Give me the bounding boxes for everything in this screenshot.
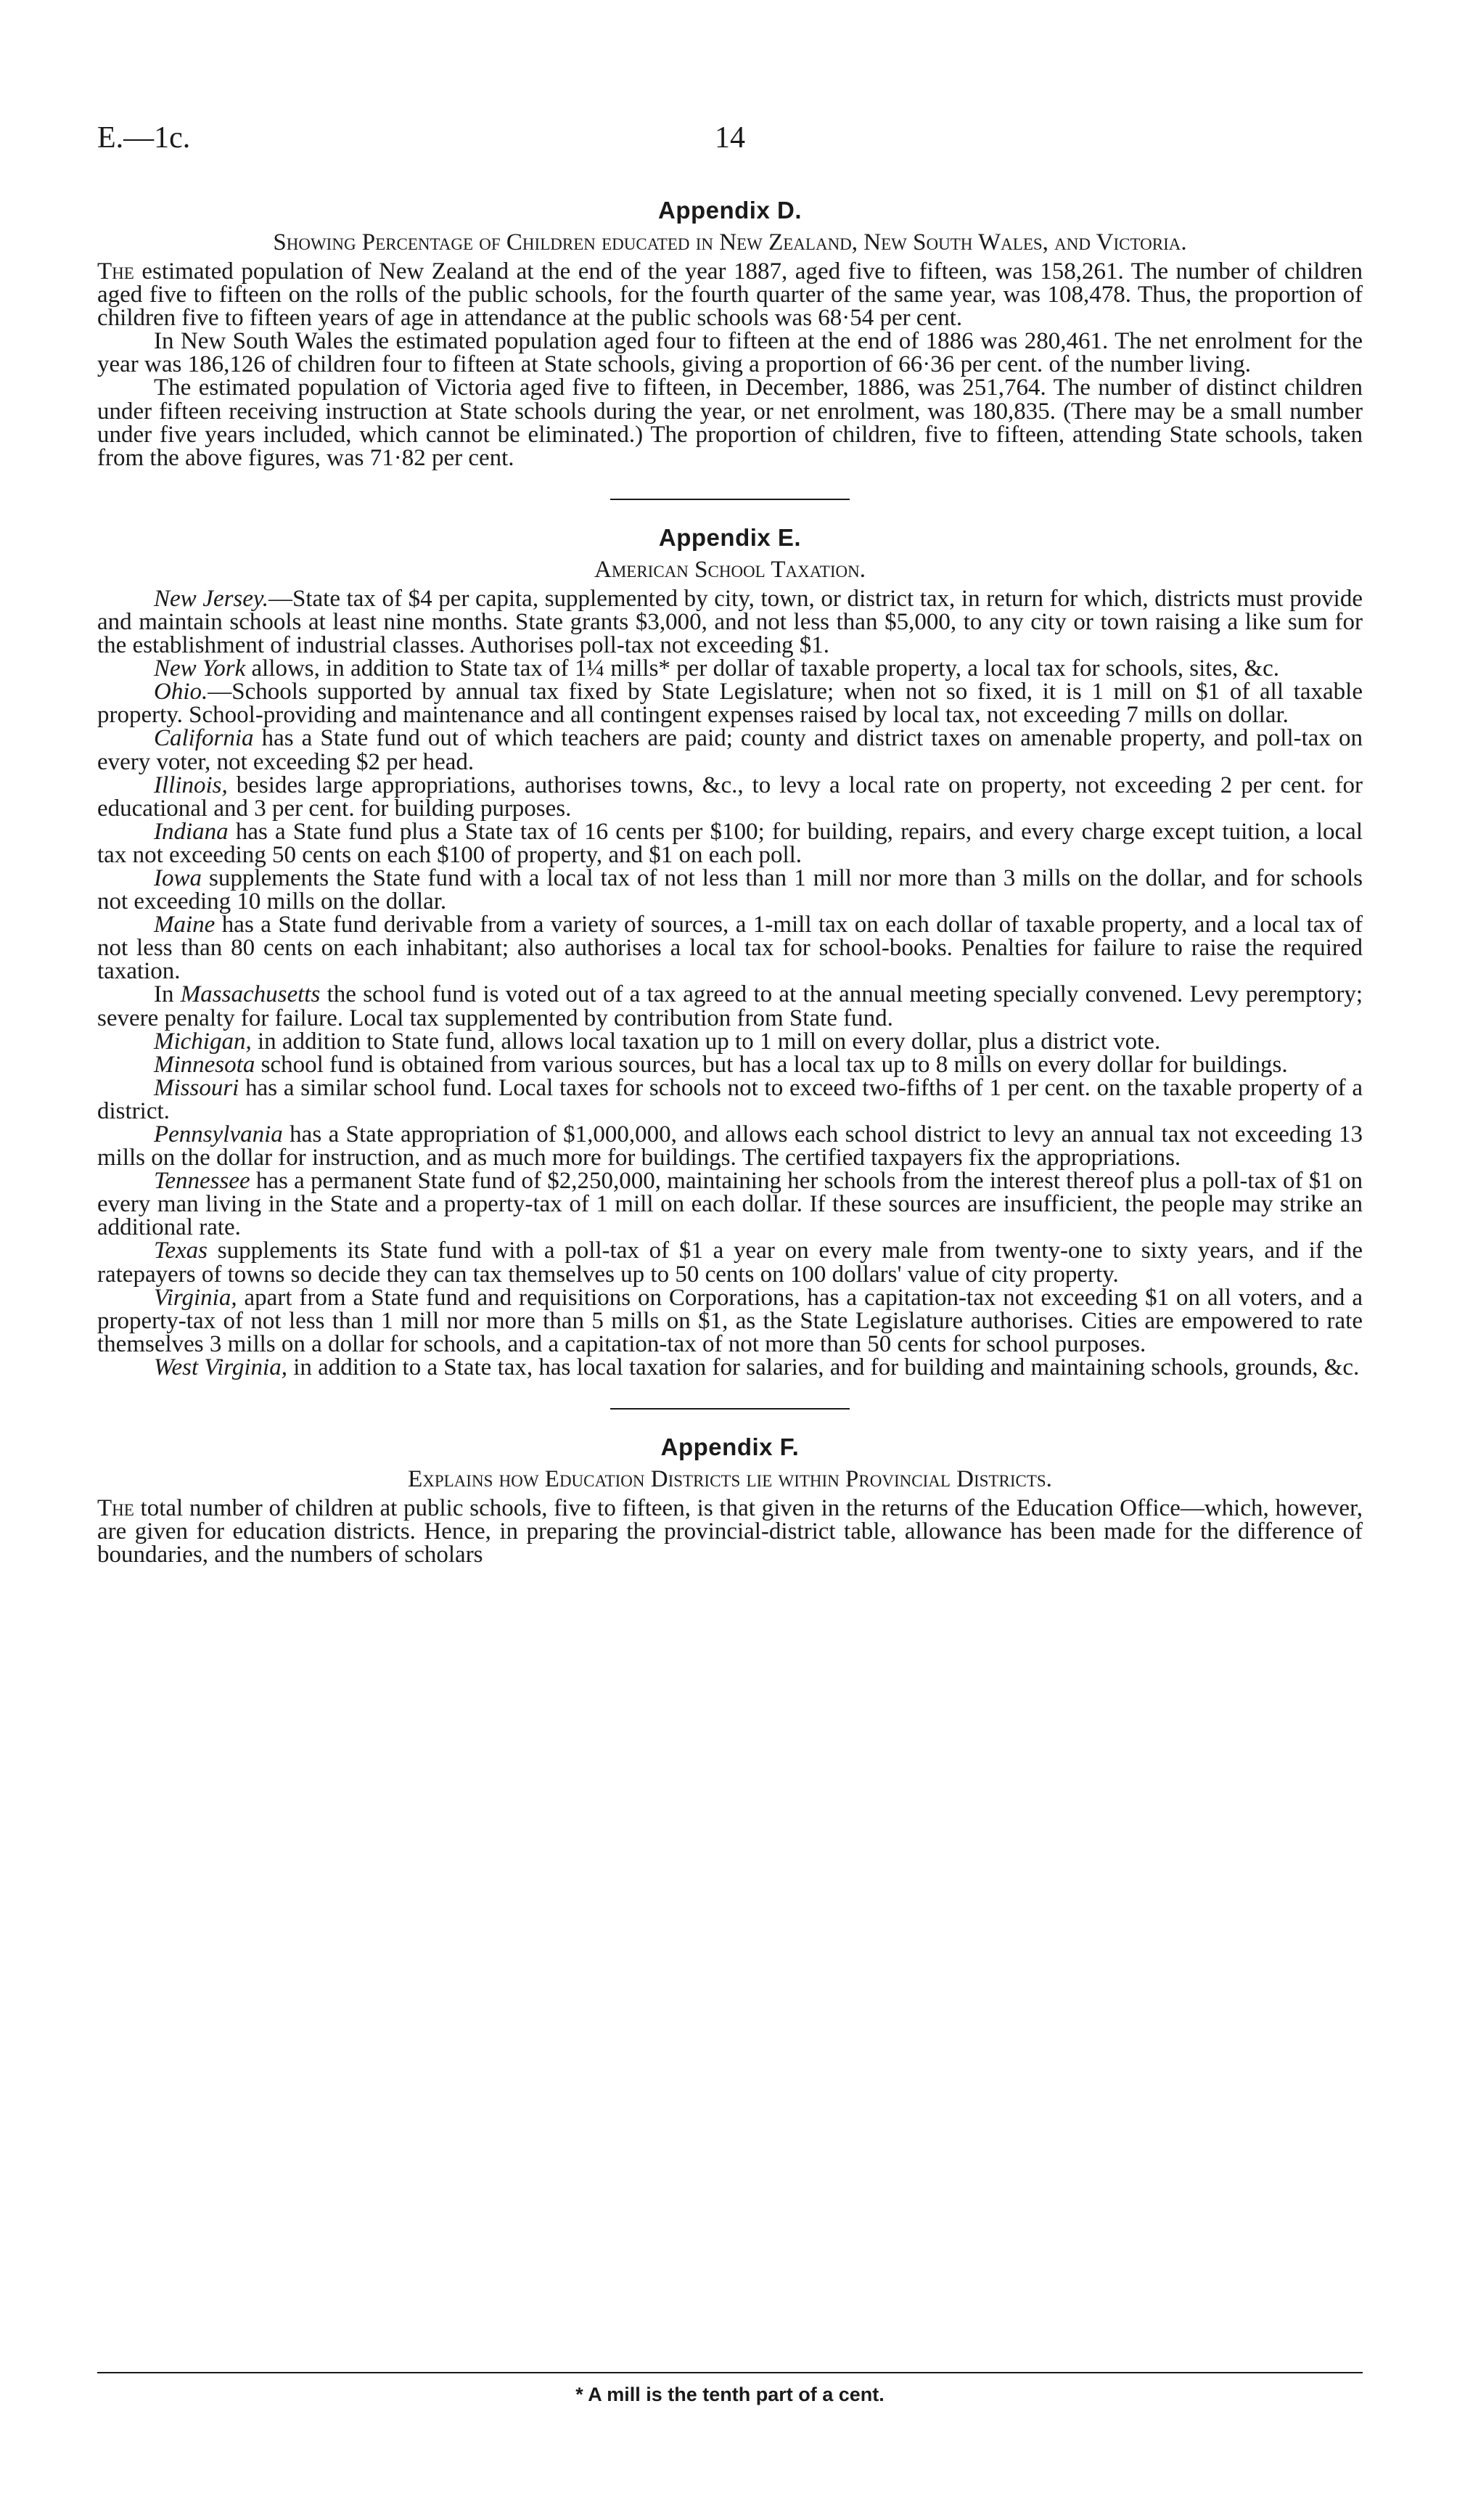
document-id: E.—1c. (97, 121, 191, 155)
state-entry-text: —State tax of $4 per capita, supplemented by city, town, or district tax, in return for which, districts must provide and maintain schools at least nine months. State grants $3,000, and not less than $5,000, to any city or town raising a like sum for the establishment of industrial classes. Authorises poll-tax not exceeding $1. (97, 585, 1363, 659)
state-name: Virginia, (154, 1284, 237, 1311)
state-entry (97, 774, 1363, 820)
page-header (97, 120, 1363, 164)
state-name: Iowa (154, 864, 202, 891)
appendix-d-paragraph-3: The estimated population of Victoria aged five to fifteen, in December, 1886, was 251,764. The number of distinct children under fifteen receiving instruction at State schools during the year, or net enrolment, was 180,835. (There may be a small number under five years included, which cannot be eliminated.) The proportion of children, five to fifteen, attending State schools, taken from the above figures, was 71·82 per cent. (97, 375, 1363, 471)
section-divider (610, 499, 850, 500)
state-entry (97, 657, 1363, 680)
appendix-f-title: Appendix F. (660, 1433, 800, 1461)
state-entry-prefix: In (154, 981, 181, 1008)
state-name: Michigan, (154, 1028, 252, 1055)
state-entry-text: supplements the State fund with a local tax of not less than 1 mill nor more than 3 mills on the dollar, and for schools not exceeding 10 mills on the dollar. (97, 864, 1363, 915)
page-content (97, 195, 1363, 2405)
state-entry-text: allows, in addition to State tax of 1¼ mills* per dollar of taxable property, a local tax for schools, sites, &c. (245, 655, 1280, 682)
state-name: Pennsylvania (154, 1121, 283, 1148)
state-entry (97, 1286, 1363, 1356)
paragraph-lead-word: The (97, 1495, 134, 1522)
appendix-e-subtitle: American School Taxation. (594, 556, 866, 583)
appendix-d (97, 195, 1363, 470)
state-name: Illinois, (154, 772, 228, 798)
state-entry-text: besides large appropriations, authorises towns, &c., to levy a local rate on property, not exceeding 2 per cent. for educational and 3 per cent. for building purposes. (97, 772, 1363, 822)
paragraph-text: estimated population of New Zealand at the end of the year 1887, aged five to fifteen, was 158,261. The number of children aged five to fifteen on the rolls of the public schools, for the fourth quarter of the same year, was 108,478. Thus, the proportion of children five to fifteen years of age in attendance at the public schools was 68·54 per cent. (97, 258, 1363, 332)
state-entry-text: has a State fund out of which teachers are paid; county and district taxes on amenable property, and poll-tax on every voter, not exceeding $2 per head. (97, 725, 1363, 775)
state-entry (97, 587, 1363, 657)
state-entry (97, 983, 1363, 1029)
appendix-d-title: Appendix D. (657, 197, 802, 224)
state-entry (97, 1356, 1363, 1379)
state-entry-text: has a State fund derivable from a variety of sources, a 1-mill tax on each dollar of taxable property, and a local tax of not less than 80 cents on each inhabitant; also authorises a local tax for school-books. Penalties for failure to raise the required taxation. (97, 912, 1363, 985)
state-name: Missouri (154, 1074, 239, 1101)
state-entry (97, 864, 1363, 915)
state-name: Maine (154, 912, 216, 938)
state-entry-text: has a similar school fund. Local taxes for schools not to exceed two-fifths of 1 per cent. on the taxable property of a district. (97, 1074, 1363, 1124)
state-entry-text: apart from a State fund and requisitions on Corporations, has a capitation-tax not exceeding $1 on all voters, and a property-tax of not less than 1 mill nor more than 5 mills on $1, as the State Legislature authorises. Cities are empowered to rate themselves 3 mills on a dollar for schools, and a capitation-tax of not more than 50 cents for school purposes. (97, 1284, 1363, 1357)
state-entry (97, 680, 1363, 727)
state-entry-text: in addition to a State tax, has local taxation for salaries, and for building and maintaining schools, grounds, &c. (287, 1354, 1360, 1380)
state-entry (97, 820, 1363, 867)
state-name: California (154, 725, 254, 752)
state-entry (97, 1123, 1363, 1169)
state-entry-text: has a State appropriation of $1,000,000, and allows each school district to levy an annual tax not exceeding 13 mills on the dollar for instruction, and as much more for buildings. The certified taxpayers fix the appropriations. (97, 1121, 1363, 1171)
state-name: Indiana (154, 818, 229, 845)
appendix-d-subtitle: Showing Percentage of Children educated in New Zealand, New South Wales, and Victoria. (273, 229, 1187, 255)
page-number: 14 (715, 121, 745, 155)
state-name: Minnesota (154, 1051, 255, 1078)
state-name: West Virginia, (154, 1354, 287, 1380)
state-name: Tennessee (154, 1168, 250, 1195)
state-entry (97, 1030, 1363, 1053)
state-entry (97, 1169, 1363, 1239)
state-entry-text: school fund is obtained from various sources, but has a local tax up to 8 mills on every dollar for buildings. (255, 1051, 1288, 1078)
appendix-d-paragraph-2: In New South Wales the estimated population aged four to fifteen at the end of 1886 was 280,461. The net enrolment for the year was 186,126 of children four to fifteen at State schools, giving a proportion of 66·36 per cent. of the number living. (97, 328, 1363, 378)
state-taxation-list (97, 587, 1363, 1379)
state-entry-text: has a permanent State fund of $2,250,000, maintaining her schools from the interest thereof plus a poll-tax of $1 on every man living in the State and a property-tax of 1 mill on each dollar. If these sources are insufficient, the people may strike an additional rate. (97, 1168, 1363, 1241)
state-entry (97, 913, 1363, 983)
appendix-f-subtitle: Explains how Education Districts lie within Provincial Districts. (408, 1466, 1052, 1493)
state-entry-text: has a State fund plus a State tax of 16 cents per $100; for building, repairs, and every charge except tuition, a local tax not exceeding 50 cents on each $100 of property, and $1 on each poll. (97, 818, 1363, 868)
state-entry (97, 1238, 1363, 1288)
state-entry-text: in addition to State fund, allows local taxation up to 1 mill on every dollar, plus a district vote. (251, 1028, 1161, 1055)
state-name: Massachusetts (180, 981, 321, 1008)
section-divider (610, 1408, 850, 1410)
footnote-divider (97, 2372, 1363, 2373)
appendix-f (97, 1431, 1363, 1566)
state-entry (97, 727, 1363, 773)
state-entry (97, 1053, 1363, 1076)
footnote: * A mill is the tenth part of a cent. (575, 2384, 885, 2405)
paragraph-lead-word: The (97, 258, 134, 285)
state-name: New Jersey. (154, 585, 268, 612)
state-entry (97, 1076, 1363, 1123)
state-name: Texas (154, 1238, 208, 1264)
appendix-e-title: Appendix E. (658, 523, 802, 551)
state-name: Ohio. (154, 679, 208, 705)
appendix-d-paragraph-1 (97, 260, 1363, 330)
state-entry-text: supplements its State fund with a poll-tax of $1 a year on every male from twenty-one to sixty years, and if the ratepayers of towns so decide they can tax themselves up to 50 cents on 100 dollars' value of city property. (97, 1238, 1363, 1288)
state-entry-text: —Schools supported by annual tax fixed by State Legislature; when not so fixed, it is 1 mill on $1 of all taxable property. School-providing and maintenance and all contingent expenses raised by local tax, not exceeding 7 mills on dollar. (97, 679, 1363, 729)
paragraph-text: total number of children at public schools, five to fifteen, is that given in the returns of the Education Office—which, however, are given for education districts. Hence, in preparing the provincial-district table, allowance has been made for the difference of boundaries, and the numbers of scholars (97, 1495, 1363, 1568)
state-name: New York (154, 655, 246, 682)
appendix-f-paragraph-1 (97, 1497, 1363, 1566)
appendix-e (97, 522, 1363, 1379)
state-entry-text: the school fund is voted out of a tax agreed to at the annual meeting specially convened. Levy peremptory; severe penalty for failure. Local tax supplemented by contribution from State fund. (97, 981, 1363, 1031)
